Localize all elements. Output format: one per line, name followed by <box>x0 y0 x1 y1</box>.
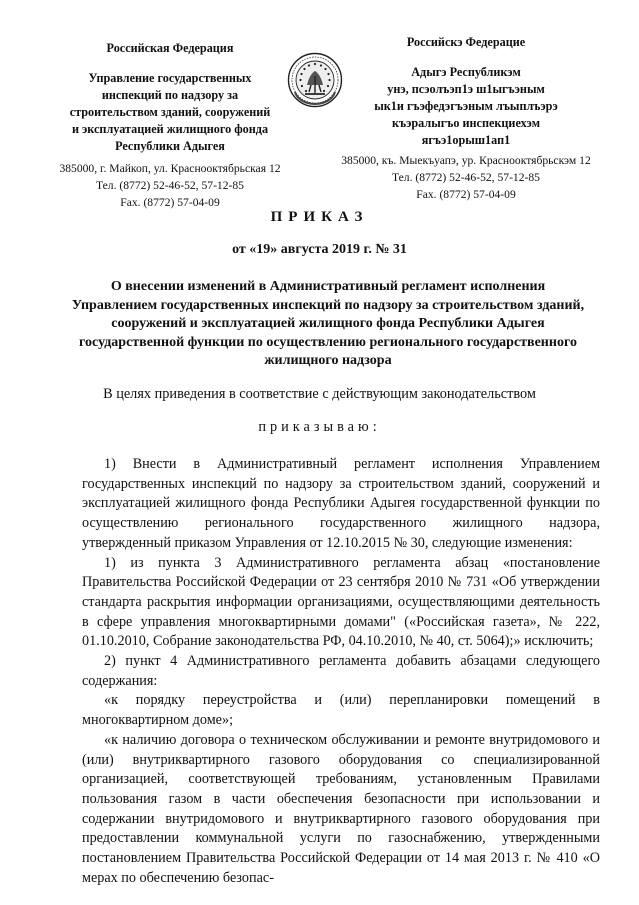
body-paragraph: 2) пункт 4 Административного регламента добавить абзацами следующего содержания: <box>82 653 600 689</box>
header-right-country: Российскэ Федерацие <box>406 35 526 49</box>
adygea-coat-of-arms-icon <box>287 52 343 108</box>
header-right-fax: Fax. (8772) 57-04-09 <box>416 188 516 201</box>
header-right <box>338 34 594 203</box>
header-right-org-line: ягъэ1орыш1ап1 <box>421 133 511 147</box>
body-paragraph: 1) Внести в Административный регламент исполнения Управлением государственных инспекций по надзору за строительством зданий, сооружений и эксплуатацией жилищного фонда Республики Адыгея государственной функции по осуществлению регионального государственного жилищного надзора, утвержденный приказом Управления от 12.10.2015 № 30, следующие изменения: <box>82 456 600 551</box>
header-left-fax: Fax. (8772) 57-04-09 <box>120 196 220 209</box>
header-right-phone: Тел. (8772) 52-46-52, 57-12-85 <box>392 171 540 184</box>
header-right-address: 385000, къ. Мыекъуапэ, ур. Краснооктябрьскэм 12 <box>341 154 591 167</box>
document-preamble: В целях приведения в соответствие с действующим законодательством <box>103 386 536 402</box>
document-title: ПРИКАЗ <box>270 209 369 225</box>
header-left-org-line: Республики Адыгея <box>115 139 225 153</box>
body-paragraph: «к наличию договора о техническом обслуживании и ремонте внутридомового и (или) внутриквартирного газового оборудования со специализированной организацией, соответствующей требованиям, установленным Правилами пользования газом в части обеспечения безопасности при использовании и содержании внутридомового и внутриквартирного газового оборудования при предоставлении коммунальной услуги по газоснабжению, утвержденными постановлением Правительства Российской Федерации от 14 мая 2013 г. № 410 «О мерах по обеспечению безопас- <box>82 731 600 886</box>
body-paragraph: «к порядку переустройства и (или) перепланировки помещений в многоквартирном доме»; <box>82 692 600 729</box>
header-right-org-line: ык1и гъэфедэгъэным лъыплъэрэ <box>374 99 558 113</box>
header-right-org-line: унэ, псэолъэп1э ш1ыгъэным <box>387 82 545 96</box>
document-date-line: от «19» августа 2019 г. № 31 <box>232 242 407 257</box>
document-subject: О внесении изменений в Административный регламент исполнения Управлением государственных инспекций по надзору за строительством зданий, сооружений и эксплуатацией жилищного фонда Республики Адыгея государственной функции по осуществлению регионального государственного жилищного надзора <box>71 279 585 368</box>
header-left-org-line: Управление государственных <box>88 71 252 85</box>
header-right-org-line: Адыгэ Республикэм <box>411 65 521 79</box>
body-paragraph: 1) из пункта 3 Административного регламента абзац «постановление Правительства Российской Федерации от 23 сентября 2010 № 731 «Об утверждении стандарта раскрытия информации организациями, осуществляющими деятельность в сфере управления многоквартирными домами" («Российская газета», № 222, 01.10.2010, Собрание законодательства РФ, 04.10.2010, № 40, ст. 5064);» исключить; <box>82 554 600 650</box>
header-left-phone: Тел. (8772) 52-46-52, 57-12-85 <box>96 179 244 192</box>
header-right-org-line: къэралыгъо инспекциехэм <box>391 116 541 130</box>
header-left-org-line: и эксплуатацией жилищного фонда <box>71 122 269 136</box>
header-left-address: 385000, г. Майкоп, ул. Краснооктябрьская 12 <box>59 162 281 175</box>
header-left-country: Российская Федерация <box>106 41 234 55</box>
header-left <box>50 40 290 211</box>
document-body <box>82 455 600 888</box>
header-left-org-line: строительством зданий, сооружений <box>69 105 271 119</box>
header-left-org-line: инспекций по надзору за <box>101 88 239 102</box>
order-word: приказываю: <box>258 419 381 435</box>
